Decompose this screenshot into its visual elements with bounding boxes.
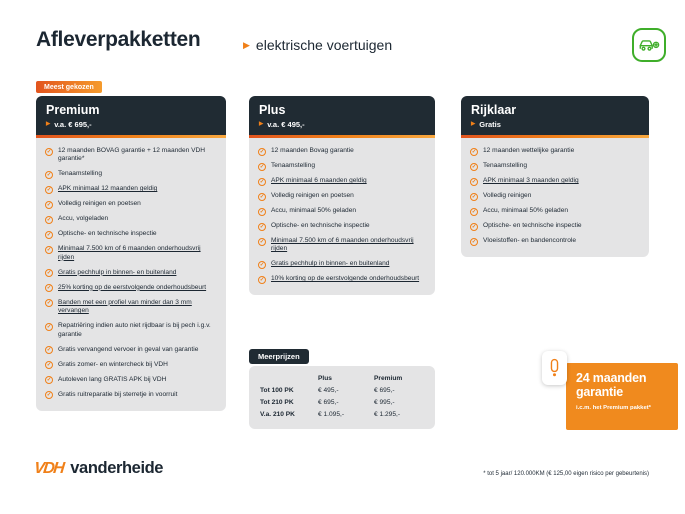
check-icon: ✓ [46,231,52,238]
package-feature-label: Volledig reinigen [483,192,532,199]
package-feature-label: Optische- en technische inspectie [271,222,370,229]
guarantee-title-line2: garantie [576,384,624,399]
warranty-icon [542,351,567,385]
package-feature-item [45,346,217,355]
surcharges-row [260,387,424,394]
package-feature-list-rijklaar [461,138,649,257]
check-icon: ✓ [471,148,477,155]
page-subtitle-label: elektrische voertuigen [255,37,393,53]
package-feature-item [258,237,426,254]
package-feature-label[interactable]: 25% korting op de eerstvolgende onderhoudsbeurt [58,283,207,291]
package-feature-label: 12 maanden wettelijke garantie [483,147,575,154]
check-icon: ✓ [259,193,265,200]
package-price-label: v.a. € 695,- [54,120,92,129]
package-feature-label: Optische- en technische inspectie [483,222,582,229]
surcharges-plus-price: € 495,- [318,387,339,394]
package-feature-item [470,147,640,156]
package-header-rijklaar [461,96,649,135]
surcharges-rows [260,387,424,418]
surcharges-col-plus: Plus [318,375,332,382]
surcharges-premium-price: € 1.295,- [374,411,401,418]
package-feature-label: 12 maanden BOVAG garantie + 12 maanden VDH garantie* [58,147,206,163]
package-feature-item [45,284,217,293]
surcharges-row [260,411,424,418]
package-feature-label[interactable]: Minimaal 7.500 km of 6 maanden onderhoudsvrij rijden [271,237,414,253]
package-feature-label: Tenaamstelling [271,162,315,169]
check-icon: ✓ [259,223,265,230]
package-feature-label: Vloeistoffen- en bandencontrole [483,237,576,244]
check-icon: ✓ [259,261,265,268]
package-feature-label: Volledig reinigen en poetsen [58,200,141,208]
package-feature-item [470,162,640,171]
surcharges-table [249,366,435,429]
check-icon: ✓ [46,171,52,178]
check-icon: ✓ [471,193,477,200]
package-feature-item [258,192,426,201]
check-icon: ✓ [46,347,52,353]
guarantee-title-line1: 24 maanden [576,371,647,385]
package-price-label: v.a. € 495,- [267,120,305,129]
check-icon: ✓ [259,238,265,245]
footnote: * tot 5 jaar/ 120.000KM (€ 125,00 eigen risico per gebeurtenis) [483,471,649,477]
arrow-icon: ▶ [259,120,264,127]
check-icon: ✓ [259,178,265,185]
package-feature-label: Gratis ruitreparatie bij sterretje in voorruit [58,390,178,398]
package-feature-label: Gratis zomer- en wintercheck bij VDH [58,360,168,368]
package-price [259,120,425,129]
check-icon: ✓ [471,223,477,230]
package-feature-item [45,170,217,179]
check-icon: ✓ [46,270,52,277]
package-header-premium [36,96,226,135]
surcharges-plus-price: € 695,- [318,399,339,406]
package-feature-item [258,162,426,171]
surcharges-col-empty [260,375,318,382]
check-icon: ✓ [46,300,52,307]
package-feature-item [45,269,217,278]
brand-logo [34,459,163,478]
check-icon: ✓ [46,201,52,208]
package-feature-item [45,361,217,370]
surcharges-header-row [260,375,424,382]
check-icon: ✓ [46,246,52,253]
surcharges-col-premium: Premium [374,375,403,382]
page-title: Afleverpakketten [36,28,201,51]
check-icon: ✓ [259,148,265,155]
package-feature-item [45,185,217,194]
package-name: Plus [259,103,286,117]
package-feature-item [470,177,640,186]
check-icon: ✓ [46,148,52,155]
package-feature-label[interactable]: Gratis pechhulp in binnen- en buitenland [271,260,390,268]
package-feature-label[interactable]: Minimaal 7.500 km of 6 maanden onderhoudsvrij rijden [58,245,201,261]
check-icon: ✓ [471,208,477,215]
package-feature-item [45,391,217,400]
package-feature-label: Volledig reinigen en poetsen [271,192,354,199]
surcharges-row-label: Tot 100 PK [260,387,294,394]
package-feature-item [45,245,217,262]
check-icon: ✓ [46,362,52,368]
package-card-rijklaar [461,96,649,257]
package-feature-item [470,192,640,201]
check-icon: ✓ [259,163,265,170]
check-icon: ✓ [46,216,52,223]
package-feature-item [258,260,426,269]
package-feature-label: Accu, volgeladen [58,215,109,223]
package-feature-label: Autoleven lang GRATIS APK bij VDH [58,375,167,383]
vdh-logo-mark: VDH [33,459,65,477]
package-feature-list-premium [36,138,226,411]
package-feature-item [470,207,640,216]
package-price-label: Gratis [479,120,501,129]
package-feature-item [45,215,217,224]
arrow-icon: ▶ [243,39,250,50]
package-feature-label: Gratis vervangend vervoer in geval van garantie [58,345,199,353]
package-feature-label: Tenaamstelling [58,170,102,178]
guarantee-subtitle: i.c.m. het Premium pakket* [576,405,651,411]
package-feature-label[interactable]: APK minimaal 6 maanden geldig [271,177,367,184]
package-feature-label[interactable]: Gratis pechhulp in binnen- en buitenland [58,268,177,276]
package-feature-label: Tenaamstelling [483,162,527,169]
page-subtitle [243,37,392,53]
surcharges-premium-price: € 695,- [374,387,395,394]
package-feature-label: 12 maanden Bovag garantie [271,147,354,154]
package-feature-item [258,207,426,216]
most-chosen-badge: Meest gekozen [36,81,102,93]
package-feature-label[interactable]: APK minimaal 12 maanden geldig [58,185,158,193]
package-feature-label: Optische- en technische inspectie [58,230,157,238]
check-icon: ✓ [46,392,52,398]
package-feature-label: Accu, minimaal 50% geladen [271,207,357,214]
surcharges-premium-price: € 995,- [374,399,395,406]
package-name: Premium [46,103,100,117]
package-feature-item [258,275,426,284]
guarantee-box [566,363,678,430]
package-feature-item [45,322,217,339]
brand-name: vanderheide [70,459,164,477]
package-feature-item [45,376,217,385]
package-name: Rijklaar [471,103,517,117]
check-icon: ✓ [471,163,477,170]
package-feature-item [470,222,640,231]
package-feature-label[interactable]: 10% korting op de eerstvolgende onderhoudsbeurt [271,275,420,283]
package-feature-item [45,200,217,209]
package-feature-item [45,147,217,164]
check-icon: ✓ [259,208,265,215]
check-icon: ✓ [259,276,265,283]
package-feature-label[interactable]: Banden met een profiel van minder dan 3 mm vervangen [58,298,192,315]
surcharges-row-label: V.a. 210 PK [260,411,295,418]
check-icon: ✓ [46,285,52,292]
package-card-plus [249,96,435,295]
package-feature-label[interactable]: APK minimaal 3 maanden geldig [483,177,579,184]
package-feature-item [258,222,426,231]
package-feature-label: Accu, minimaal 50% geladen [483,207,569,214]
check-icon: ✓ [471,178,477,185]
arrow-icon: ▶ [46,120,51,127]
ev-car-icon [632,28,666,62]
package-feature-item [45,299,217,316]
package-feature-label: Repatriëring indien auto niet rijdbaar is bij pech i.g.v. garantie [58,322,211,338]
package-header-plus [249,96,435,135]
package-card-premium [36,96,226,411]
surcharges-row [260,399,424,406]
surcharges-plus-price: € 1.095,- [318,411,345,418]
surcharges-title: Meerprijzen [249,349,309,364]
guarantee-title [576,372,668,399]
check-icon: ✓ [46,323,52,330]
package-feature-item [470,237,640,246]
check-icon: ✓ [46,186,52,193]
package-feature-item [45,230,217,239]
package-price [471,120,639,129]
check-icon: ✓ [46,377,52,383]
package-feature-item [258,177,426,186]
check-icon: ✓ [471,238,477,245]
surcharges-row-label: Tot 210 PK [260,399,294,406]
package-price [46,120,216,129]
arrow-icon: ▶ [471,120,476,127]
package-feature-list-plus [249,138,435,295]
package-feature-item [258,147,426,156]
